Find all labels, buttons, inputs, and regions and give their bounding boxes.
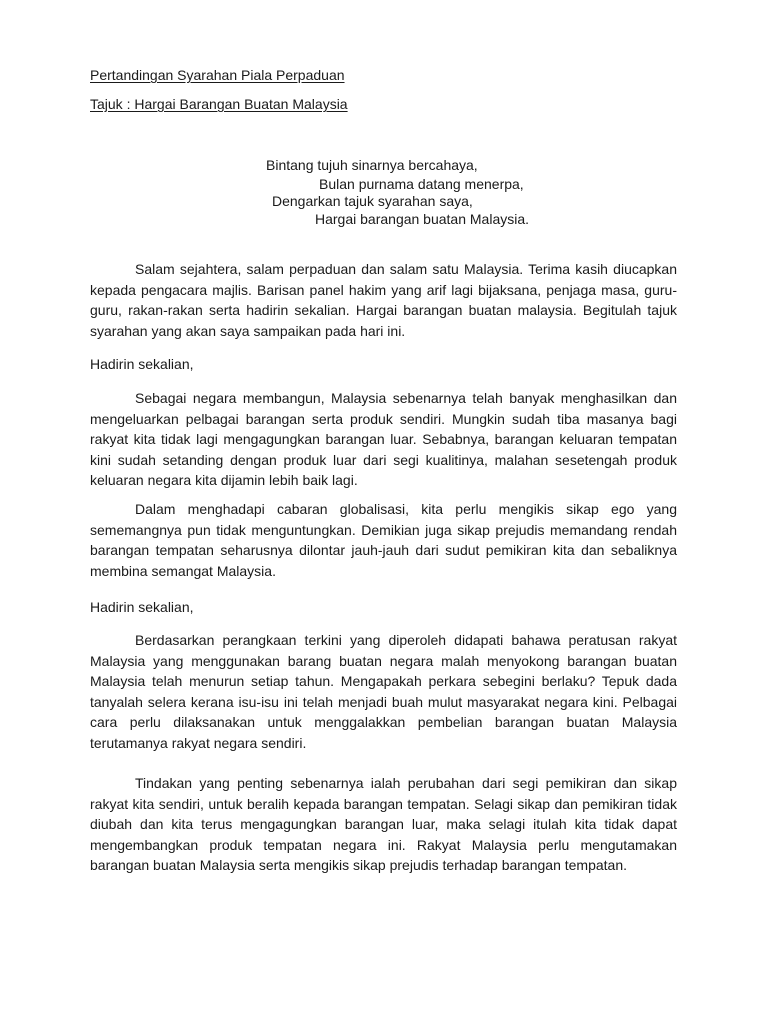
paragraph-opening: Salam sejahtera, salam perpaduan dan salam satu Malaysia. Terima kasih diucapkan kepada pengacara majlis. Barisan panel hakim yang arif lagi bijaksana, penjaga masa, guru-guru, rakan-rakan serta hadirin sekalian. Hargai barangan buatan malaysia. Begitulah tajuk syarahan yang akan saya sampaikan pada hari ini.: [90, 261, 677, 339]
poem-line: Hargai barangan buatan Malaysia.: [315, 211, 530, 227]
paragraph-body: Dalam menghadapi cabaran globalisasi, kita perlu mengikis sikap ego yang sememangnya pun tidak menguntungkan. Demikian juga sikap prejudis memandang rendah barangan tempatan seharusnya dilontar jauh-jauh dari sudut pemikiran kita dan sebaliknya membina semangat Malaysia.: [90, 501, 677, 579]
poem-line: Bulan purnama datang menerpa,: [319, 176, 524, 192]
poem-line: Dengarkan tajuk syarahan saya,: [272, 193, 473, 209]
greeting: Hadirin sekalian,: [90, 599, 194, 615]
speech-topic: Tajuk : Hargai Barangan Buatan Malaysia: [90, 96, 348, 112]
paragraph-body: Tindakan yang penting sebenarnya ialah perubahan dari segi pemikiran dan sikap rakyat kita sendiri, untuk beralih kepada barangan tempatan. Selagi sikap dan pemikiran tidak diubah dan kita terus mengagungkan barangan luar, maka selagi itulah kita tidak dapat mengembangkan produk tempatan negara ini. Rakyat Malaysia perlu mengutamakan barangan buatan Malaysia serta mengikis sikap prejudis terhadap barangan tempatan.: [90, 775, 677, 873]
paragraph-body: Sebagai negara membangun, Malaysia sebenarnya telah banyak menghasilkan dan mengeluarkan pelbagai barangan serta produk sendiri. Mungkin sudah tiba masanya bagi rakyat kita tidak lagi mengagungkan barangan luar. Sebabnya, barangan keluaran tempatan kini sudah setanding dengan produk luar dari segi kualitinya, malahan sesetengah produk keluaran negara kita dijamin lebih baik lagi.: [90, 390, 677, 488]
poem-line: Bintang tujuh sinarnya bercahaya,: [266, 157, 478, 173]
greeting: Hadirin sekalian,: [90, 356, 194, 372]
document-title: Pertandingan Syarahan Piala Perpaduan: [90, 67, 345, 83]
paragraph-body: Berdasarkan perangkaan terkini yang diperoleh didapati bahawa peratusan rakyat Malaysia yang menggunakan barang buatan negara malah menyokong barangan buatan Malaysia telah menurun setiap tahun. Mengapakah perkara sebegini berlaku? Tepuk dada tanyalah selera kerana isu-isu ini telah menjadi buah mulut masyarakat negara kini. Pelbagai cara perlu dilaksanakan untuk menggalakkan pembelian barangan buatan Malaysia terutamanya rakyat negara sendiri.: [90, 632, 677, 751]
